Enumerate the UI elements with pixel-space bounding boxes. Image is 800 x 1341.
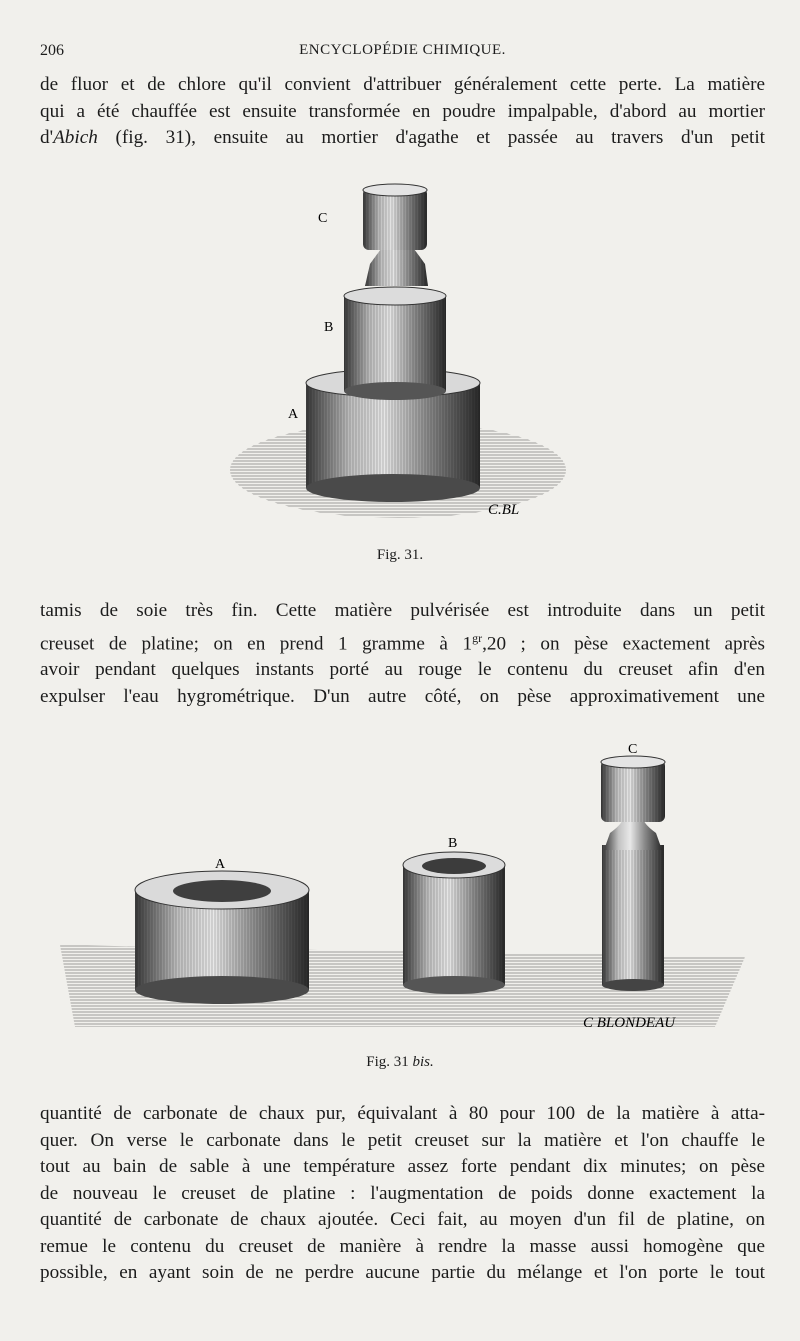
figure-31-bis-caption [0, 1054, 800, 1071]
text-run: ,20 ; on pèse exactement après [482, 632, 766, 654]
text-line: quantité de carbonate de chaux ajoutée. Ceci fait, au moyen d'un fil de platine, on [40, 1209, 765, 1230]
text-line: possible, en ayant soin de ne perdre aucune partie du mélange et l'on porte le tout [40, 1262, 765, 1283]
text-run: (fig. 31), ensuite au mortier d'agathe et passée au travers d'un petit [97, 127, 765, 148]
text-line: de fluor et de chlore qu'il convient d'attribuer généralement cette perte. La matière [40, 74, 765, 95]
text-run: creuset de platine; on en prend 1 gramme à 1 [40, 632, 473, 654]
caption-suffix: bis. [412, 1054, 434, 1070]
text-line: tout au bain de sable à une température assez forte pendant dix minutes; on pèse [40, 1156, 765, 1177]
text-line: qui a été chauffée est ensuite transformée en poudre impalpable, d'abord au mortier [40, 100, 765, 122]
figure-31-illustration [220, 178, 580, 528]
text-line: de nouveau le creuset de platine : l'augmentation de poids donne exactement la [40, 1182, 765, 1204]
engraver-signature: C BLONDEAU [583, 1015, 676, 1031]
figure-label-a: A [215, 857, 226, 872]
text-run: d' [40, 127, 54, 148]
running-header [40, 40, 765, 64]
caption-text: Fig. 31 [366, 1054, 413, 1070]
page-number: 206 [40, 42, 64, 59]
unit-superscript: gr [472, 630, 483, 645]
text-line: expulser l'eau hygrométrique. D'un autre côté, on pèse approximativement une [40, 685, 765, 707]
text-line: quer. On verse le carbonate dans le petit creuset sur la matière et l'on chauffe le [40, 1129, 765, 1151]
paragraph-3 [40, 1101, 765, 1287]
engraver-signature: C.BL [488, 502, 520, 518]
text-line: remue le contenu du creuset de manière à rendre la masse aussi homogène que [40, 1235, 765, 1257]
figure-label-b: B [448, 836, 458, 851]
running-title: ENCYCLOPÉDIE CHIMIQUE. [299, 42, 506, 58]
mortar-ring-b [344, 287, 446, 400]
text-line: quantité de carbonate de chaux pur, équivalant à 80 pour 100 de la matière à atta- [40, 1103, 765, 1124]
figure-label-b: B [324, 320, 334, 335]
text-line: tamis de soie très fin. Cette matière pulvérisée est introduite dans un petit [40, 600, 765, 621]
figure-label-c: C [628, 742, 638, 757]
figure-31-caption: Fig. 31. [376, 547, 424, 563]
part-b-sleeve [403, 852, 505, 994]
figure-label-c: C [318, 211, 328, 226]
text-line [40, 625, 765, 658]
part-a-base-ring [135, 871, 309, 1004]
author-name: Abich [53, 127, 98, 148]
text-line [40, 125, 765, 152]
figure-label-a: A [288, 407, 299, 422]
figure-31-bis-illustration [55, 735, 755, 1035]
mortar-pestle-c [363, 184, 428, 286]
text-line: avoir pendant quelques instants porté au rouge le contenu du creuset afin d'en [40, 659, 765, 681]
part-c-pestle [601, 756, 665, 991]
paragraph-2 [40, 598, 765, 710]
paragraph-1 [40, 72, 765, 152]
